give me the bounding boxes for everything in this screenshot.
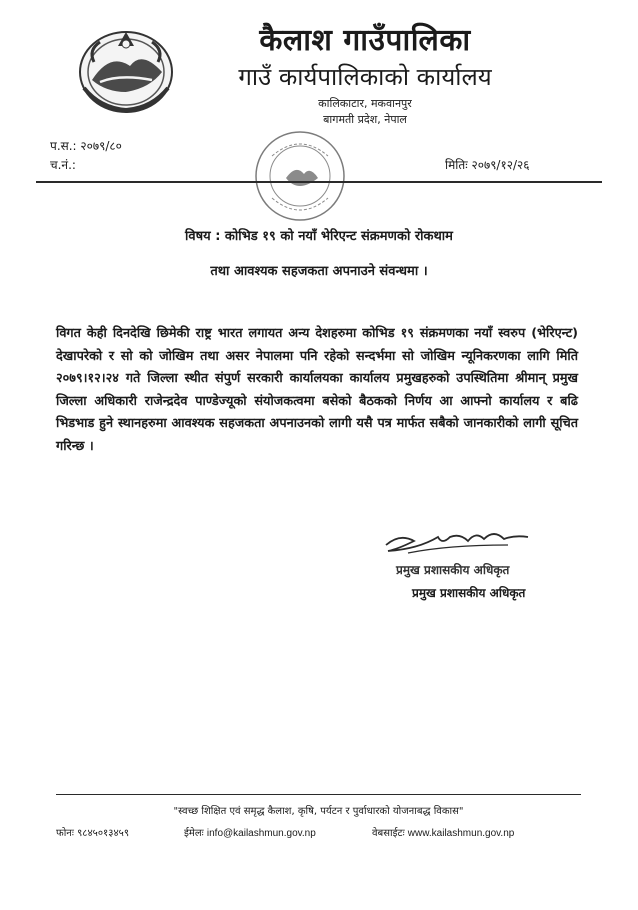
subject-line-1: विषय : कोभिड १९ को नयाँ भेरिएन्ट संक्रमणको रोकथाम [185, 229, 453, 244]
footer-email [184, 825, 316, 839]
office-name: गाउँ कार्यपालिकाको कार्यालय [238, 63, 492, 91]
letter-date: मितिः २०७९/१२/२६ [445, 158, 530, 172]
address-line-1: कालिकाटार, मकवानपुर [318, 97, 412, 110]
footer-website [372, 825, 514, 839]
letter-body: विगत केही दिनदेखि छिमेकी राष्ट्र भारत लगायत अन्य देशहरुमा कोभिड १९ संक्रमणका नयाँ स्वरुप (भेरिएन्ट) देखापरेको र सो को जोखिम तथा असर नेपालमा पनि रहेको सन्दर्भमा सो जोखिम न्यूनिकरणका लागि मिति २०७९।१२।२४ गते जिल्ला स्थीत संपुर्ण सरकारी कार्यालयका कार्यालय प्रमुखहरुको उपस्थितिमा श्रीमान् प्रमुख जिल्ला अधिकारी राजेन्द्रदेव पाण्डेज्यूको संयोजकत्वमा बसेको बैठकको निर्णय आ आफ्नो कार्यालय र बढि भिडभाड हुने स्थानहरुमा आवश्यक सहजकता अपनाउनको लागी यसै पत्र मार्फत सबैको जानकारीको लागी सूचित गरिन्छ । [56, 326, 578, 454]
handwritten-signature [378, 515, 538, 565]
municipality-name: कैलाश गाउँपालिका [259, 23, 471, 58]
office-stamp-seal [252, 128, 348, 224]
footer-divider [56, 794, 581, 795]
email-label: ईमेलः [184, 828, 204, 839]
signatory-title: प्रमुख प्रशासकीय अधिकृत [412, 586, 526, 600]
phone-label: फोनः [56, 828, 74, 839]
header-divider [36, 181, 602, 183]
dispatch-number: च.नं.: [50, 158, 76, 172]
nepal-emblem-logo [70, 22, 182, 118]
phone-number: ९८४५०१३४५९ [77, 828, 130, 839]
footer-slogan: "स्वच्छ शिक्षित एवं समृद्ध कैलाश, कृषि, पर्यटन र पुर्वाधारको योजनाबद्ध विकास" [173, 806, 464, 817]
footer-phone [56, 825, 129, 839]
subject-line-2: तथा आवश्यक सहजकता अपनाउने संवन्धमा । [210, 264, 428, 279]
signature-stamp-title: प्रमुख प्रशासकीय अधिकृत [396, 563, 510, 577]
website-label: वेबसाईटः [372, 828, 405, 839]
email-link[interactable]: info@kailashmun.gov.np [206, 828, 316, 839]
address-line-2: बागमती प्रदेश, नेपाल [323, 113, 407, 126]
letter-number: प.स.: २०७९/८० [50, 139, 122, 153]
website-link[interactable]: www.kailashmun.gov.np [407, 828, 515, 839]
